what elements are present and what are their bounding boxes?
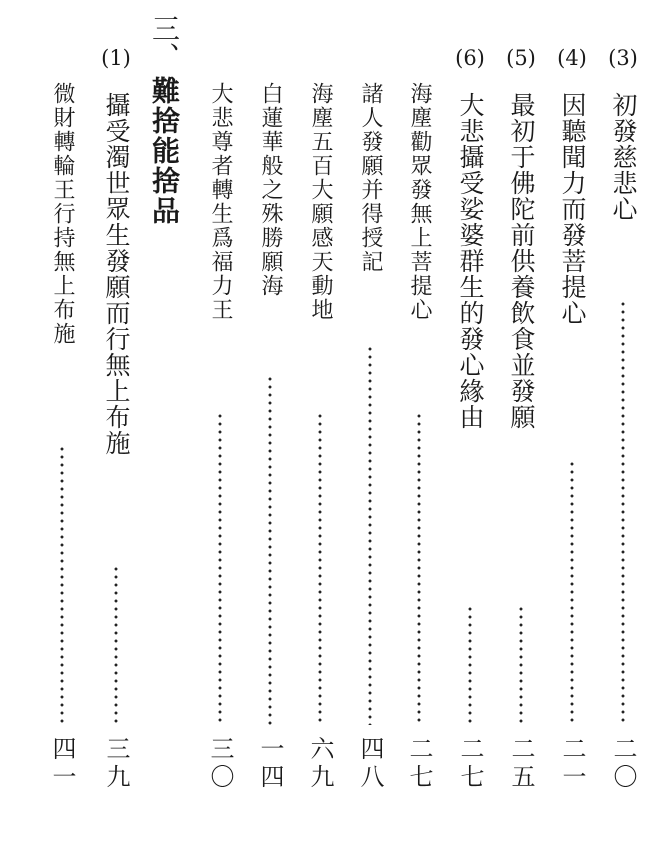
toc-subentry <box>200 0 240 850</box>
leader-dots <box>468 605 472 725</box>
entry-page-number: 二一 <box>558 736 586 792</box>
toc-subentry <box>42 0 82 850</box>
entry-page-number: 三九 <box>102 736 130 792</box>
entry-page-number: 六九 <box>306 736 334 792</box>
entry-page-number: 二〇 <box>609 736 637 792</box>
leader-dots <box>114 565 118 725</box>
leader-dots <box>368 345 372 725</box>
entry-title: 因聽聞力而發菩提心 <box>558 92 587 326</box>
leader-dots <box>218 412 222 725</box>
entry-title: 海塵勸眾發無上菩提心 <box>407 82 432 322</box>
entry-page-number: 一四 <box>256 736 284 792</box>
toc-entry <box>501 0 541 850</box>
leader-dots <box>318 412 322 725</box>
toc-subentry <box>350 0 390 850</box>
entry-title: 大悲攝受娑婆群生的發心緣由 <box>456 92 485 430</box>
section-number: 三、 <box>148 14 181 70</box>
leader-dots <box>621 300 625 725</box>
toc-subentry <box>399 0 439 850</box>
entry-number: (4) <box>557 46 587 70</box>
entry-number: (6) <box>455 46 485 70</box>
entry-page-number: 三〇 <box>206 736 234 792</box>
entry-title: 海塵五百大願感天動地 <box>308 82 333 322</box>
entry-page-number: 二五 <box>507 736 535 792</box>
toc-subentry <box>250 0 290 850</box>
leader-dots <box>417 412 421 725</box>
leader-dots <box>519 605 523 725</box>
entry-page-number: 四一 <box>48 736 76 792</box>
entry-title: 諸人發願并得授記 <box>358 82 383 274</box>
section-heading <box>144 14 184 274</box>
entry-page-number: 四八 <box>356 736 384 792</box>
entry-title: 初發慈悲心 <box>609 92 638 222</box>
entry-title: 大悲尊者轉生爲福力王 <box>208 82 233 322</box>
leader-dots <box>60 445 64 725</box>
entry-number: (1) <box>101 46 131 70</box>
entry-title: 微財轉輪王行持無上布施 <box>50 82 75 346</box>
entry-title: 白蓮華般之殊勝願海 <box>258 82 283 298</box>
leader-dots <box>570 460 574 725</box>
section-title: 難捨能捨品 <box>148 76 181 226</box>
entry-number: (5) <box>506 46 536 70</box>
entry-page-number: 二七 <box>405 736 433 792</box>
entry-title: 最初于佛陀前供養飲食並發願 <box>507 92 536 430</box>
entry-page-number: 二七 <box>456 736 484 792</box>
toc-entry <box>96 0 136 850</box>
toc-entry <box>603 0 643 850</box>
entry-title: 攝受濁世眾生發願而行無上布施 <box>102 92 131 456</box>
leader-dots <box>268 375 272 725</box>
toc-entry <box>552 0 592 850</box>
toc-entry <box>450 0 490 850</box>
toc-subentry <box>300 0 340 850</box>
entry-number: (3) <box>608 46 638 70</box>
